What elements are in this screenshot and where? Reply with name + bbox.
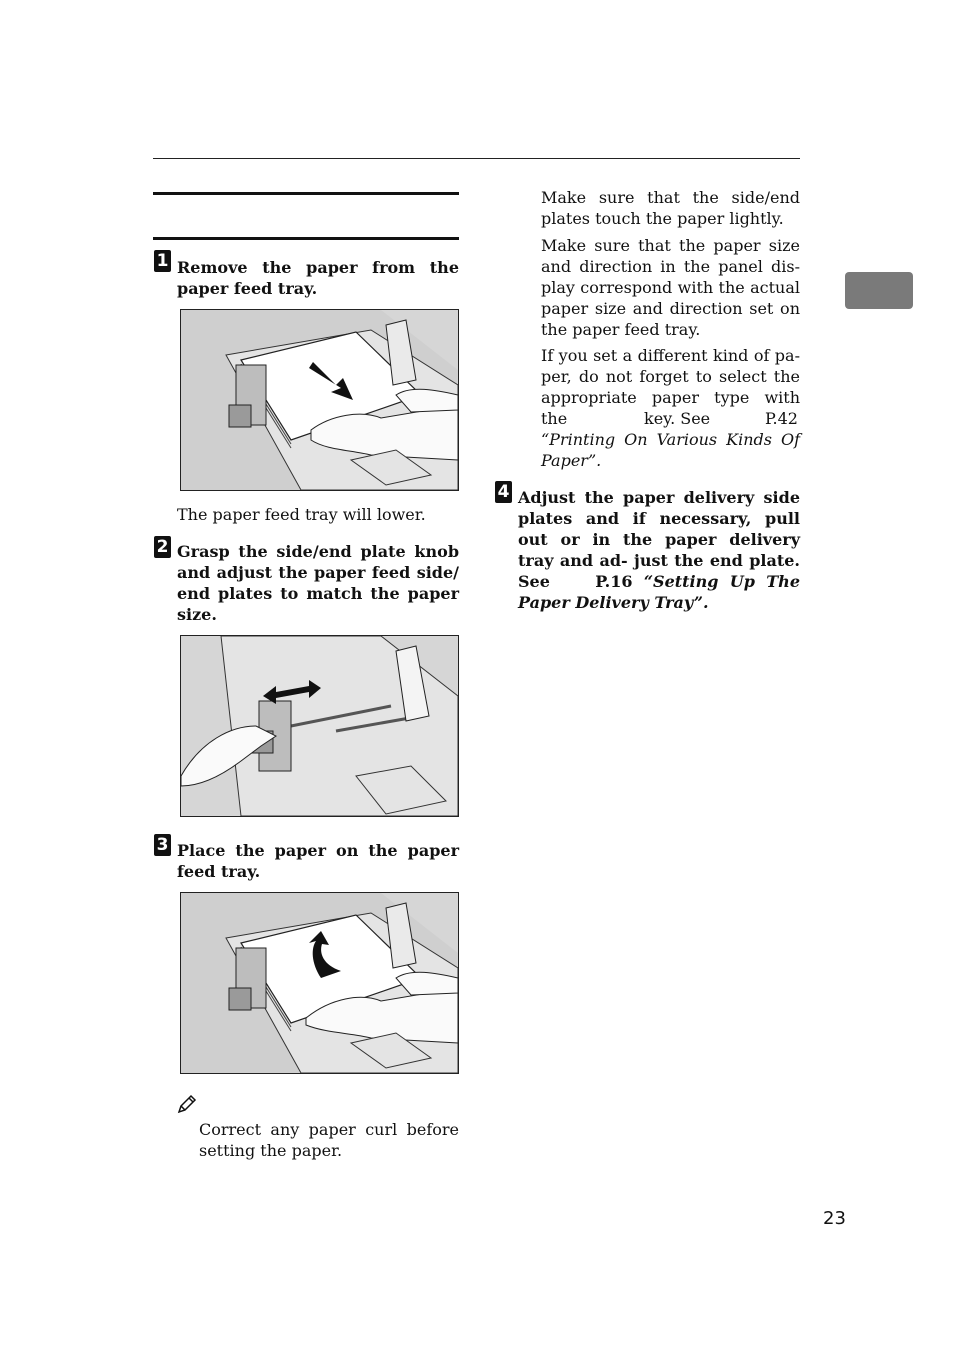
figure-place-paper — [180, 892, 459, 1074]
note-text: Correct any paper curl before setting the paper. — [199, 1120, 459, 1160]
figure-remove-paper — [180, 309, 459, 491]
right-note-3-title[interactable]: “Printing On Various Kinds Of Paper”. — [541, 430, 800, 470]
right-note-3-page: P.42 — [765, 409, 798, 428]
page-number: 23 — [823, 1208, 846, 1229]
step-4-number: 4 — [495, 481, 512, 503]
step-4-ref-title[interactable]: “Setting Up The Paper Delivery Tray”. — [518, 572, 800, 612]
step-2-text: Grasp the side/end plate knob and adjust the paper feed side/ end plates to match the paper size. — [177, 542, 459, 624]
section-rule-top — [153, 192, 459, 195]
step-1-number: 1 — [154, 250, 171, 272]
right-note-3-key: key. See — [644, 409, 711, 428]
right-note-3-text: If you set a different kind of pa- per, do not forget to select the appropriate paper type with the — [541, 346, 800, 428]
step-3-number: 3 — [154, 834, 171, 856]
chapter-tab — [845, 272, 913, 309]
step-1-text: Remove the paper from the paper feed tray. — [177, 258, 459, 298]
step-3-text: Place the paper on the paper feed tray. — [177, 841, 459, 881]
step-1-note: The paper feed tray will lower. — [177, 505, 426, 524]
step-4-text — [518, 487, 800, 613]
section-rule-bottom — [153, 237, 459, 240]
right-note-2: Make sure that the paper size and direction in the panel dis- play correspond with the actual paper size and direction set on the paper feed tray. — [541, 236, 800, 339]
header-rule — [153, 158, 800, 159]
step-4-main: Adjust the paper delivery side plates and if necessary, pull out or in the paper delivery tray and ad- just the end plate. See — [518, 488, 800, 591]
pencil-icon — [177, 1094, 197, 1114]
step-2-number: 2 — [154, 536, 171, 558]
right-note-1: Make sure that the side/end plates touch the paper lightly. — [541, 188, 800, 228]
step-4-ref-page: P.16 — [595, 572, 633, 591]
figure-adjust-plates — [180, 635, 459, 817]
